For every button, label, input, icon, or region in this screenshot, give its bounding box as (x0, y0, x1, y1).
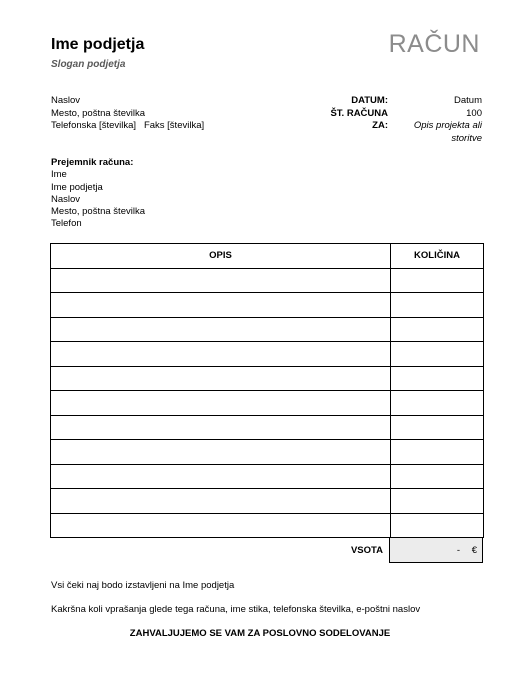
total-row (50, 538, 483, 563)
table-row[interactable] (51, 317, 484, 342)
contact-note: Kakršna koli vprašanja glede tega računa, ime stika, telefonska številka, e-poštni naslov (51, 604, 421, 615)
items-table (50, 243, 484, 538)
row-description[interactable] (51, 366, 391, 391)
row-quantity[interactable] (391, 391, 484, 416)
row-quantity[interactable] (391, 440, 484, 465)
table-header-row (51, 244, 484, 269)
table-row[interactable] (51, 268, 484, 293)
row-quantity[interactable] (391, 366, 484, 391)
thank-you-note: ZAHVALJUJEMO SE VAM ZA POSLOVNO SODELOVANJE (129, 628, 391, 639)
date-label: DATUM: (351, 95, 388, 106)
date-value: Datum (454, 95, 482, 106)
row-description[interactable] (51, 440, 391, 465)
recipient-heading: Prejemnik računa: (51, 157, 134, 168)
table-row[interactable] (51, 440, 484, 465)
sender-block (51, 95, 204, 133)
recipient-company: Ime podjetja (51, 181, 103, 193)
row-description[interactable] (51, 293, 391, 318)
row-description[interactable] (51, 391, 391, 416)
table-row[interactable] (51, 513, 484, 538)
for-value: Opis projekta ali storitve (413, 120, 482, 144)
column-header-quantity: KOLIČINA (391, 244, 484, 269)
row-description[interactable] (51, 464, 391, 489)
recipient-name: Ime (51, 169, 67, 181)
table-row[interactable] (51, 464, 484, 489)
meta-date-row (300, 95, 482, 108)
row-quantity[interactable] (391, 317, 484, 342)
row-description[interactable] (51, 513, 391, 538)
row-description[interactable] (51, 415, 391, 440)
table-row[interactable] (51, 366, 484, 391)
row-quantity[interactable] (391, 489, 484, 514)
invoice-number-value: 100 (466, 107, 482, 119)
row-quantity[interactable] (391, 464, 484, 489)
invoice-meta (300, 95, 482, 145)
recipient-address: Naslov (51, 193, 81, 205)
meta-number-row (300, 108, 482, 121)
sender-phone: Telefonska [številka] (51, 120, 137, 131)
sender-fax: Faks [številka] (143, 120, 205, 131)
sender-address: Naslov (51, 95, 81, 106)
company-slogan: Slogan podjetja (51, 59, 126, 70)
recipient-phone: Telefon (51, 218, 82, 230)
row-description[interactable] (51, 317, 391, 342)
invoice-number-label: ŠT. RAČUNA (330, 107, 388, 119)
row-quantity[interactable] (391, 415, 484, 440)
row-quantity[interactable] (391, 513, 484, 538)
sender-phone-fax (51, 120, 204, 133)
table-row[interactable] (51, 391, 484, 416)
table-row[interactable] (51, 293, 484, 318)
table-row[interactable] (51, 342, 484, 367)
table-row[interactable] (51, 415, 484, 440)
row-quantity[interactable] (391, 268, 484, 293)
row-description[interactable] (51, 489, 391, 514)
meta-for-row (300, 120, 482, 145)
invoice-title: RAČUN (388, 30, 480, 58)
for-label: ZA: (372, 120, 388, 131)
total-box (389, 538, 483, 563)
row-quantity[interactable] (391, 293, 484, 318)
total-currency: € (471, 545, 477, 556)
table-row[interactable] (51, 489, 484, 514)
recipient-block (51, 157, 145, 231)
sender-city-zip: Mesto, poštna številka (51, 107, 145, 119)
total-label: VSOTA (350, 545, 383, 556)
column-header-description: OPIS (51, 244, 391, 269)
row-quantity[interactable] (391, 342, 484, 367)
checks-note: Vsi čeki naj bodo izstavljeni na Ime podjetja (51, 580, 235, 591)
total-amount: - (456, 545, 460, 556)
recipient-city-zip: Mesto, poštna številka (51, 206, 145, 218)
company-name: Ime podjetja (51, 36, 145, 53)
row-description[interactable] (51, 268, 391, 293)
row-description[interactable] (51, 342, 391, 367)
